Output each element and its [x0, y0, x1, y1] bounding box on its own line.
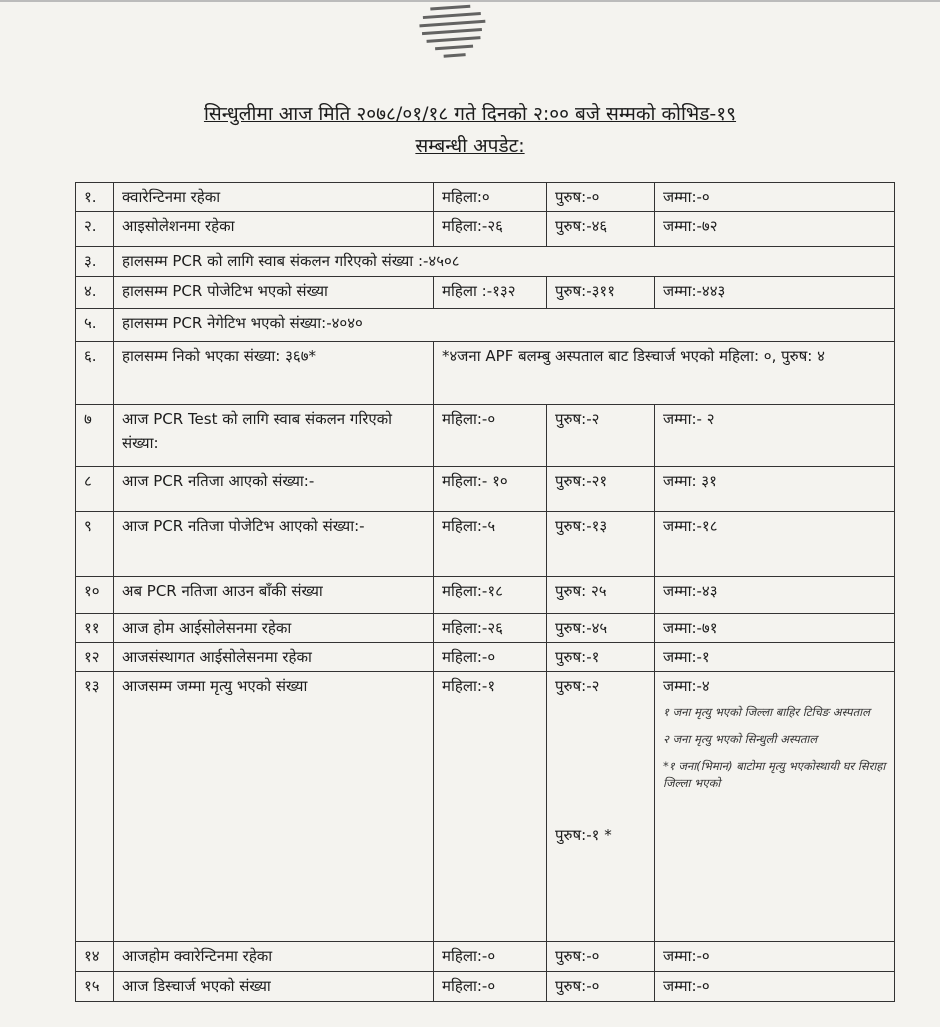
table-row: [76, 942, 895, 972]
male-count: [547, 972, 655, 1002]
total-count: [655, 467, 895, 512]
table-row: [76, 247, 895, 277]
male-count-value: पुरुष:-४६: [555, 217, 608, 235]
row-description: हालसम्म PCR पोजेटिभ भएको संख्या: [114, 277, 434, 309]
document-title: सिन्धुलीमा आज मिति २०७८/०१/१८ गते दिनको २:०० बजे सम्मको कोभिड-१९: [203, 103, 737, 125]
male-count: [547, 405, 655, 467]
female-count: महिला:-०: [434, 972, 547, 1002]
stamp-image: [410, 0, 496, 65]
row-description: आजसम्म जम्मा मृत्यु भएको संख्या: [114, 672, 434, 942]
row-number: ९: [76, 512, 114, 577]
table-row: [76, 405, 895, 467]
total-count: [655, 972, 895, 1002]
total-count: [655, 512, 895, 577]
total-count-value: जम्मा:-०: [663, 188, 710, 206]
total-count-value: जम्मा:-४: [663, 677, 710, 695]
total-count-value: जम्मा:-१८: [663, 517, 718, 535]
total-count-value: जम्मा:- २: [663, 410, 715, 428]
row-description: हालसम्म PCR नेगेटिभ भएको संख्या:-४०४०: [114, 309, 895, 342]
female-count: महिला :-१३२: [434, 277, 547, 309]
row-description: हालसम्म PCR को लागि स्वाब संकलन गरिएको संख्या :-४५०८: [114, 247, 895, 277]
row-number: ३.: [76, 247, 114, 277]
male-count-value: पुरुष:-०: [555, 947, 600, 965]
female-count: महिला:-२६: [434, 212, 547, 247]
total-count: [655, 277, 895, 309]
male-count-value: पुरुष:-०: [555, 188, 600, 206]
document-subtitle: सम्बन्धी अपडेट:: [415, 135, 525, 157]
office-stamp: [410, 0, 496, 65]
total-count-value: जम्मा:-०: [663, 947, 710, 965]
male-count-value: पुरुष:-१: [555, 648, 600, 666]
total-count: [655, 577, 895, 614]
female-count: महिला:-२६: [434, 614, 547, 643]
table-row: [76, 577, 895, 614]
male-count: [547, 212, 655, 247]
row-number: ५.: [76, 309, 114, 342]
table-row: [76, 972, 895, 1002]
row-number: ११: [76, 614, 114, 643]
row-number: १२: [76, 643, 114, 672]
male-count-extra: पुरुष:-१ *: [555, 826, 612, 844]
male-count: [547, 277, 655, 309]
row-description: आज PCR Test को लागि स्वाब संकलन गरिएको संख्या:: [114, 405, 434, 467]
table-row: [76, 212, 895, 247]
row-number: १०: [76, 577, 114, 614]
male-count-value: पुरुष:-२: [555, 410, 600, 428]
row-description: आजसंस्थागत आईसोलेसनमा रहेका: [114, 643, 434, 672]
female-count: महिला:- १०: [434, 467, 547, 512]
row-description: अब PCR नतिजा आउन बाँकी संख्या: [114, 577, 434, 614]
male-count: [547, 643, 655, 672]
row-description: आज डिस्चार्ज भएको संख्या: [114, 972, 434, 1002]
male-count-value: पुरुष:-४५: [555, 619, 608, 637]
row-description: आज होम आईसोलेसनमा रहेका: [114, 614, 434, 643]
row-number: १४: [76, 942, 114, 972]
male-count-value: पुरुष:-१३: [555, 517, 608, 535]
row-number: ६.: [76, 342, 114, 405]
total-count-value: जम्मा:-०: [663, 977, 710, 995]
death-note: २ जना मृत्यु भएको सिन्धुली अस्पताल: [663, 732, 818, 746]
male-count: [547, 942, 655, 972]
row-number: ७: [76, 405, 114, 467]
row-number: ८: [76, 467, 114, 512]
table-row: [76, 309, 895, 342]
row-description: क्वारेन्टिनमा रहेका: [114, 183, 434, 212]
table-row: [76, 342, 895, 405]
death-note: *१ जना(भिमान) बाटोमा मृत्यु भएकोस्थायी घर सिराहा जिल्ला भएको: [663, 759, 886, 790]
table-row: [76, 512, 895, 577]
table-row: [76, 467, 895, 512]
female-count: महिला:-०: [434, 942, 547, 972]
covid-update-table: [75, 182, 895, 1002]
row-number: १३: [76, 672, 114, 942]
table-row: [76, 277, 895, 309]
male-count-value: पुरुष:-२: [555, 677, 600, 695]
total-count-value: जम्मा:-७१: [663, 619, 718, 637]
female-count: महिला:-१: [434, 672, 547, 942]
row-number: १५: [76, 972, 114, 1002]
male-count: [547, 512, 655, 577]
total-count-value: जम्मा:-१: [663, 648, 710, 666]
total-count: [655, 672, 895, 942]
male-count: [547, 614, 655, 643]
total-count-value: जम्मा:-४३: [663, 582, 718, 600]
male-count: [547, 183, 655, 212]
male-count-value: पुरुष: २५: [555, 582, 607, 600]
table-row: [76, 183, 895, 212]
total-count-value: जम्मा: ३१: [663, 472, 717, 490]
male-count: [547, 467, 655, 512]
female-count: महिला:-१८: [434, 577, 547, 614]
total-count: [655, 942, 895, 972]
death-note: १ जना मृत्यु भएको जिल्ला बाहिर टिचिङ अस्पताल: [663, 705, 870, 719]
total-count: [655, 405, 895, 467]
row-description: हालसम्म निको भएका संख्या: ३६७*: [114, 342, 434, 405]
row-number: १.: [76, 183, 114, 212]
row-description: आइसोलेशनमा रहेका: [114, 212, 434, 247]
female-count: महिला:-०: [434, 643, 547, 672]
male-count: [547, 577, 655, 614]
male-count-value: पुरुष:-०: [555, 977, 600, 995]
total-count: [655, 183, 895, 212]
table-row: [76, 672, 895, 942]
total-count-value: जम्मा:-४४३: [663, 282, 726, 300]
table-row: [76, 614, 895, 643]
total-count: [655, 212, 895, 247]
row-number: २.: [76, 212, 114, 247]
total-count-value: जम्मा:-७२: [663, 217, 718, 235]
row-number: ४.: [76, 277, 114, 309]
row-remark: *४जना APF बलम्बु अस्पताल बाट डिस्चार्ज भएको महिला: ०, पुरुष: ४: [434, 342, 895, 405]
total-count: [655, 643, 895, 672]
male-count-value: पुरुष:-२१: [555, 472, 608, 490]
male-count-value: पुरुष:-३११: [555, 282, 616, 300]
female-count: महिला:-०: [434, 405, 547, 467]
table-row: [76, 643, 895, 672]
female-count: महिला:-५: [434, 512, 547, 577]
row-description: आजहोम क्वारेन्टिनमा रहेका: [114, 942, 434, 972]
male-count: [547, 672, 655, 942]
total-count: [655, 614, 895, 643]
row-description: आज PCR नतिजा आएको संख्या:-: [114, 467, 434, 512]
female-count: महिला:०: [434, 183, 547, 212]
row-description: आज PCR नतिजा पोजेटिभ आएको संख्या:-: [114, 512, 434, 577]
